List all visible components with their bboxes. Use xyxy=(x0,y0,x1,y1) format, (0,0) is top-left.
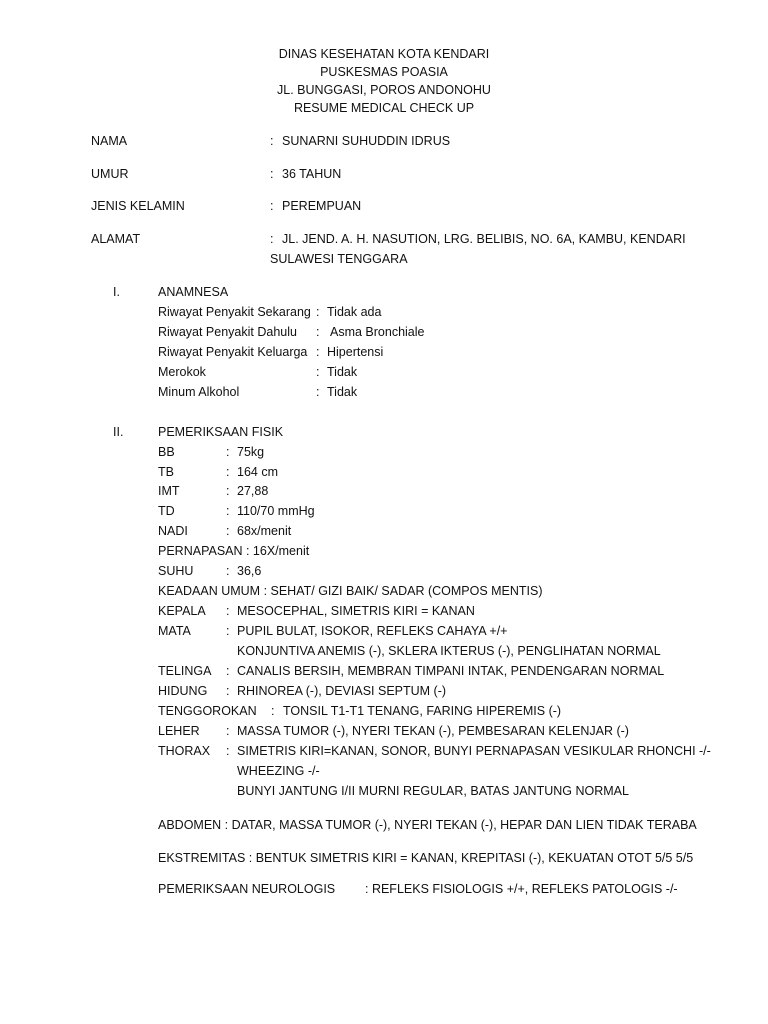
colon: : xyxy=(226,724,230,738)
jenis-kelamin-label: JENIS KELAMIN xyxy=(91,199,185,213)
telinga-value: CANALIS BERSIH, MEMBRAN TIMPANI INTAK, PENDENGARAN NORMAL xyxy=(237,664,665,678)
colon: : xyxy=(226,524,230,538)
colon: : xyxy=(270,167,274,181)
section-numeral-2: II. xyxy=(113,425,124,439)
colon: : xyxy=(226,445,230,459)
jenis-kelamin-value: PEREMPUAN xyxy=(282,199,362,213)
telinga-label: TELINGA xyxy=(158,664,212,678)
colon: : xyxy=(226,465,230,479)
colon: : xyxy=(226,604,230,618)
anamnesa-value: Asma Bronchiale xyxy=(330,325,425,339)
neurologis-value: : REFLEKS FISIOLOGIS +/+, REFLEKS PATOLOGIS -/- xyxy=(365,882,678,896)
nadi-value: 68x/menit xyxy=(237,524,292,538)
header-address: JL. BUNGGASI, POROS ANDONOHU xyxy=(277,83,491,97)
alamat-value-line2: SULAWESI TENGGARA xyxy=(270,252,408,266)
nadi-label: NADI xyxy=(158,524,188,538)
colon: : xyxy=(316,365,320,379)
pernapasan-row: PERNAPASAN : 16X/menit xyxy=(158,544,310,558)
leher-value: MASSA TUMOR (-), NYERI TEKAN (-), PEMBESARAN KELENJAR (-) xyxy=(237,724,629,738)
colon: : xyxy=(316,345,320,359)
header-agency: DINAS KESEHATAN KOTA KENDARI xyxy=(278,47,490,61)
thorax-value-line1: SIMETRIS KIRI=KANAN, SONOR, BUNYI PERNAPASAN VESIKULAR RHONCHI -/- xyxy=(237,744,711,758)
colon: : xyxy=(271,704,275,718)
section-title-fisik: PEMERIKSAAN FISIK xyxy=(158,425,284,439)
colon: : xyxy=(226,664,230,678)
colon: : xyxy=(316,305,320,319)
colon: : xyxy=(270,232,274,246)
colon: : xyxy=(226,624,230,638)
colon: : xyxy=(226,744,230,758)
colon: : xyxy=(226,504,230,518)
tb-value: 164 cm xyxy=(237,465,278,479)
ekstremitas-row: EKSTREMITAS : BENTUK SIMETRIS KIRI = KANAN, KREPITASI (-), KEKUATAN OTOT 5/5 5/5 xyxy=(158,851,694,865)
bb-label: BB xyxy=(158,445,175,459)
neurologis-label: PEMERIKSAAN NEUROLOGIS xyxy=(158,882,336,896)
suhu-label: SUHU xyxy=(158,564,194,578)
td-value: 110/70 mmHg xyxy=(237,504,315,518)
tb-label: TB xyxy=(158,465,174,479)
anamnesa-label: Riwayat Penyakit Dahulu xyxy=(158,325,297,339)
colon: : xyxy=(226,564,230,578)
umur-label: UMUR xyxy=(91,167,129,181)
suhu-value: 36,6 xyxy=(237,564,262,578)
imt-label: IMT xyxy=(158,484,180,498)
colon: : xyxy=(270,134,274,148)
mata-label: MATA xyxy=(158,624,191,638)
anamnesa-label: Minum Alkohol xyxy=(158,385,240,399)
thorax-label: THORAX xyxy=(158,744,211,758)
header-clinic: PUSKESMAS POASIA xyxy=(320,65,448,79)
colon: : xyxy=(316,325,320,339)
imt-value: 27,88 xyxy=(237,484,269,498)
leher-label: LEHER xyxy=(158,724,200,738)
alamat-label: ALAMAT xyxy=(91,232,141,246)
document-title: RESUME MEDICAL CHECK UP xyxy=(293,101,475,115)
section-title-anamnesa: ANAMNESA xyxy=(158,285,229,299)
colon: : xyxy=(226,484,230,498)
colon: : xyxy=(226,684,230,698)
thorax-value-line3: BUNYI JANTUNG I/II MURNI REGULAR, BATAS JANTUNG NORMAL xyxy=(237,784,629,798)
mata-value-line2: KONJUNTIVA ANEMIS (-), SKLERA IKTERUS (-), PENGLIHATAN NORMAL xyxy=(237,644,661,658)
thorax-value-line2: WHEEZING -/- xyxy=(237,764,320,778)
anamnesa-value: Tidak xyxy=(327,365,358,379)
anamnesa-label: Riwayat Penyakit Keluarga xyxy=(158,345,308,359)
mata-value-line1: PUPIL BULAT, ISOKOR, REFLEKS CAHAYA +/+ xyxy=(237,624,508,638)
nama-value: SUNARNI SUHUDDIN IDRUS xyxy=(282,134,451,148)
umur-value: 36 TAHUN xyxy=(282,167,342,181)
abdomen-row: ABDOMEN : DATAR, MASSA TUMOR (-), NYERI TEKAN (-), HEPAR DAN LIEN TIDAK TERABA xyxy=(158,818,697,832)
nama-label: NAMA xyxy=(91,134,128,148)
tenggorokan-label: TENGGOROKAN xyxy=(158,704,257,718)
kepala-value: MESOCEPHAL, SIMETRIS KIRI = KANAN xyxy=(237,604,475,618)
section-numeral-1: I. xyxy=(113,285,120,299)
anamnesa-value: Tidak ada xyxy=(327,305,382,319)
anamnesa-value: Hipertensi xyxy=(327,345,384,359)
anamnesa-label: Riwayat Penyakit Sekarang xyxy=(158,305,311,319)
kepala-label: KEPALA xyxy=(158,604,206,618)
alamat-value-line1: JL. JEND. A. H. NASUTION, LRG. BELIBIS, NO. 6A, KAMBU, KENDARI xyxy=(282,232,686,246)
td-label: TD xyxy=(158,504,175,518)
hidung-value: RHINOREA (-), DEVIASI SEPTUM (-) xyxy=(237,684,447,698)
tenggorokan-value: TONSIL T1-T1 TENANG, FARING HIPEREMIS (-) xyxy=(283,704,562,718)
bb-value: 75kg xyxy=(237,445,265,459)
anamnesa-label: Merokok xyxy=(158,365,206,379)
hidung-label: HIDUNG xyxy=(158,684,208,698)
anamnesa-value: Tidak xyxy=(327,385,358,399)
keadaan-umum-row: KEADAAN UMUM : SEHAT/ GIZI BAIK/ SADAR (COMPOS MENTIS) xyxy=(158,584,543,598)
colon: : xyxy=(270,199,274,213)
colon: : xyxy=(316,385,320,399)
